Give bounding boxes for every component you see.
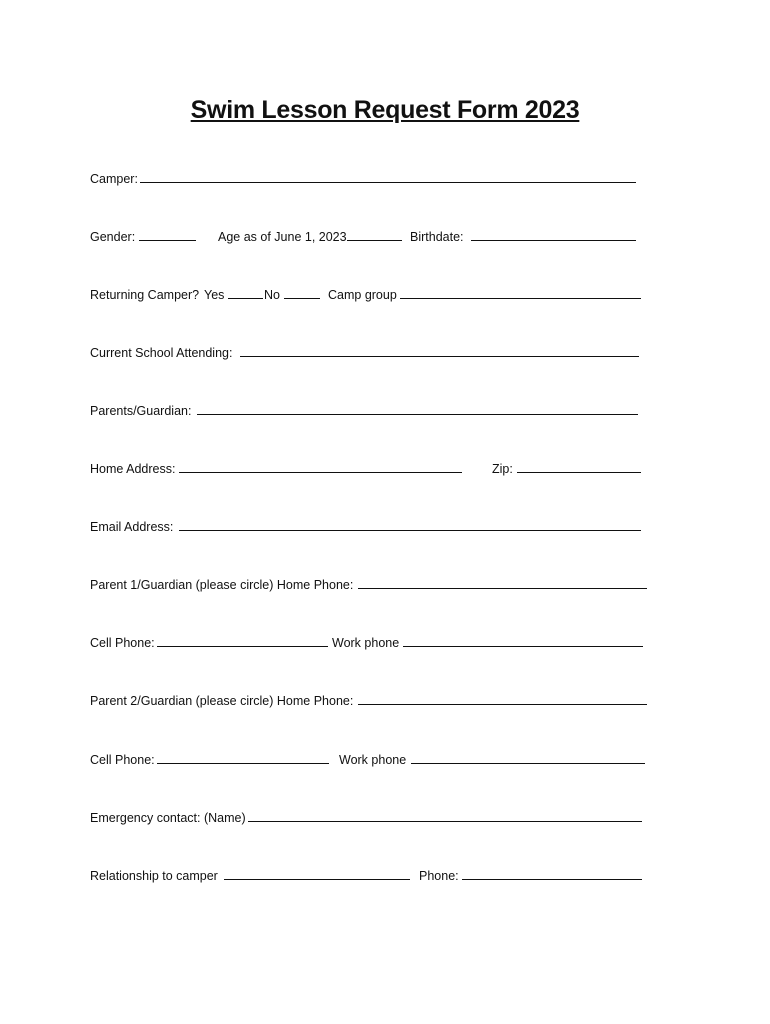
parents-field[interactable]: [197, 401, 638, 415]
relationship-label: Relationship to camper: [90, 869, 218, 883]
returning-yes-field[interactable]: [228, 285, 263, 299]
parent1-cell-phone-label: Cell Phone:: [90, 636, 155, 650]
zip-field[interactable]: [517, 459, 641, 473]
emergency-contact-field[interactable]: [248, 808, 642, 822]
parent2-cell-phone-label: Cell Phone:: [90, 753, 155, 767]
parent1-home-phone-field[interactable]: [358, 575, 647, 589]
parent2-cell-phone-field[interactable]: [157, 750, 329, 764]
email-field[interactable]: [179, 517, 641, 531]
email-label: Email Address:: [90, 520, 174, 534]
camp-group-label: Camp group: [328, 288, 397, 302]
gender-label: Gender:: [90, 230, 136, 244]
parent1-home-phone-label: Parent 1/Guardian (please circle) Home Phone:: [90, 578, 354, 592]
yes-label: Yes: [204, 288, 225, 302]
no-label: No: [264, 288, 280, 302]
parent1-work-phone-label: Work phone: [332, 636, 400, 650]
birthdate-field[interactable]: [471, 227, 636, 241]
emergency-phone-field[interactable]: [462, 866, 642, 880]
relationship-field[interactable]: [224, 866, 410, 880]
parent2-home-phone-label: Parent 2/Guardian (please circle) Home Phone:: [90, 694, 354, 708]
parent1-cell-phone-field[interactable]: [157, 633, 328, 647]
school-field[interactable]: [240, 343, 639, 357]
parent2-home-phone-field[interactable]: [358, 691, 647, 705]
form-title: Swim Lesson Request Form 2023: [190, 96, 580, 124]
birthdate-label: Birthdate:: [410, 230, 464, 244]
home-address-field[interactable]: [179, 459, 462, 473]
phone-label: Phone:: [419, 869, 459, 883]
returning-no-field[interactable]: [284, 285, 320, 299]
parent2-work-phone-label: Work phone: [339, 753, 407, 767]
gender-field[interactable]: [139, 227, 196, 241]
age-field[interactable]: [347, 227, 402, 241]
parents-label: Parents/Guardian:: [90, 404, 192, 418]
camper-field[interactable]: [140, 169, 636, 183]
age-label: Age as of June 1, 2023: [218, 230, 347, 244]
emergency-contact-label: Emergency contact: (Name): [90, 811, 246, 825]
zip-label: Zip:: [492, 462, 513, 476]
returning-camper-label: Returning Camper?: [90, 288, 200, 302]
home-address-label: Home Address:: [90, 462, 176, 476]
camper-label: Camper:: [90, 172, 138, 186]
parent1-work-phone-field[interactable]: [403, 633, 643, 647]
parent2-work-phone-field[interactable]: [411, 750, 645, 764]
camp-group-field[interactable]: [400, 285, 641, 299]
school-label: Current School Attending:: [90, 346, 233, 360]
